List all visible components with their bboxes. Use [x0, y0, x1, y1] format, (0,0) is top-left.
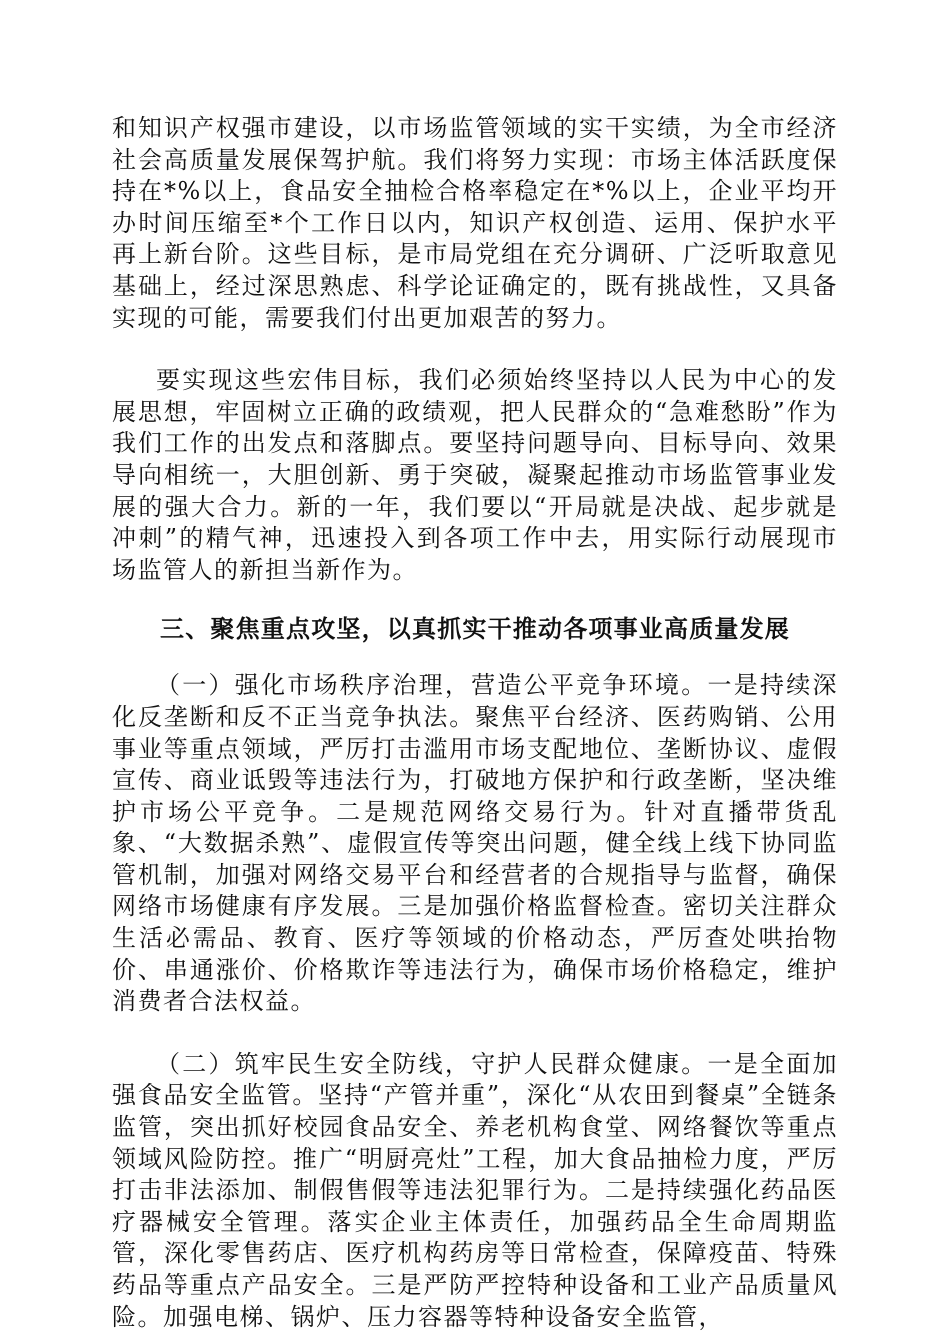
document-page	[112, 113, 838, 1333]
section-paragraph-market-order: （一）强化市场秩序治理，营造公平竞争环境。一是持续深化反垄断和反不正当竞争执法。聚焦平台经济、医药购销、公用事业等重点领域，严厉打击滥用市场支配地位、垄断协议、虚假宣传、商业诋毁等违法行为，打破地方保护和行政垄断，坚决维护市场公平竞争。二是规范网络交易行为。针对直播带货乱象、“大数据杀熟”、虚假宣传等突出问题，健全线上线下协同监管机制，加强对网络交易平台和经营者的合规指导与监督，确保网络市场健康有序发展。三是加强价格监督检查。密切关注群众生活必需品、教育、医疗等领域的价格动态，严厉查处哄抬物价、串通涨价、价格欺诈等违法行为，确保市场价格稳定，维护消费者合法权益。	[112, 671, 838, 1016]
section-paragraph-safety: （二）筑牢民生安全防线，守护人民群众健康。一是全面加强食品安全监管。坚持“产管并重”，深化“从农田到餐桌”全链条监管，突出抓好校园食品安全、养老机构食堂、网络餐饮等重点领域风险防控。推广“明厨亮灶”工程，加大食品抽检力度，严厉打击非法添加、制假售假等违法犯罪行为。二是持续强化药品医疗器械安全管理。落实企业主体责任，加强药品全生命周期监管，深化零售药店、医疗机构药房等日常检查，保障疫苗、特殊药品等重点产品安全。三是严防严控特种设备和工业产品质量风险。加强电梯、锅炉、压力容器等特种设备安全监管，	[112, 1049, 838, 1331]
body-paragraph-goals: 和知识产权强市建设，以市场监管领域的实干实绩，为全市经济社会高质量发展保驾护航。我们将努力实现：市场主体活跃度保持在*%以上，食品安全抽检合格率稳定在*%以上，企业平均开办时间压缩至*个工作日以内，知识产权创造、运用、保护水平再上新台阶。这些目标，是市局党组在充分调研、广泛听取意见基础上，经过深思熟虑、科学论证确定的，既有挑战性，又具备实现的可能，需要我们付出更加艰苦的努力。	[112, 114, 838, 332]
section-heading: 三、聚焦重点攻坚，以真抓实干推动各项事业高质量发展	[160, 615, 790, 644]
body-paragraph-mission: 要实现这些宏伟目标，我们必须始终坚持以人民为中心的发展思想，牢固树立正确的政绩观，把人民群众的“急难愁盼”作为我们工作的出发点和落脚点。要坚持问题导向、目标导向、效果导向相统一，大胆创新、勇于突破，凝聚起推动市场监管事业发展的强大合力。新的一年，我们要以“开局就是决战、起步就是冲刺”的精气神，迅速投入到各项工作中去，用实际行动展现市场监管人的新担当新作为。	[112, 366, 838, 584]
